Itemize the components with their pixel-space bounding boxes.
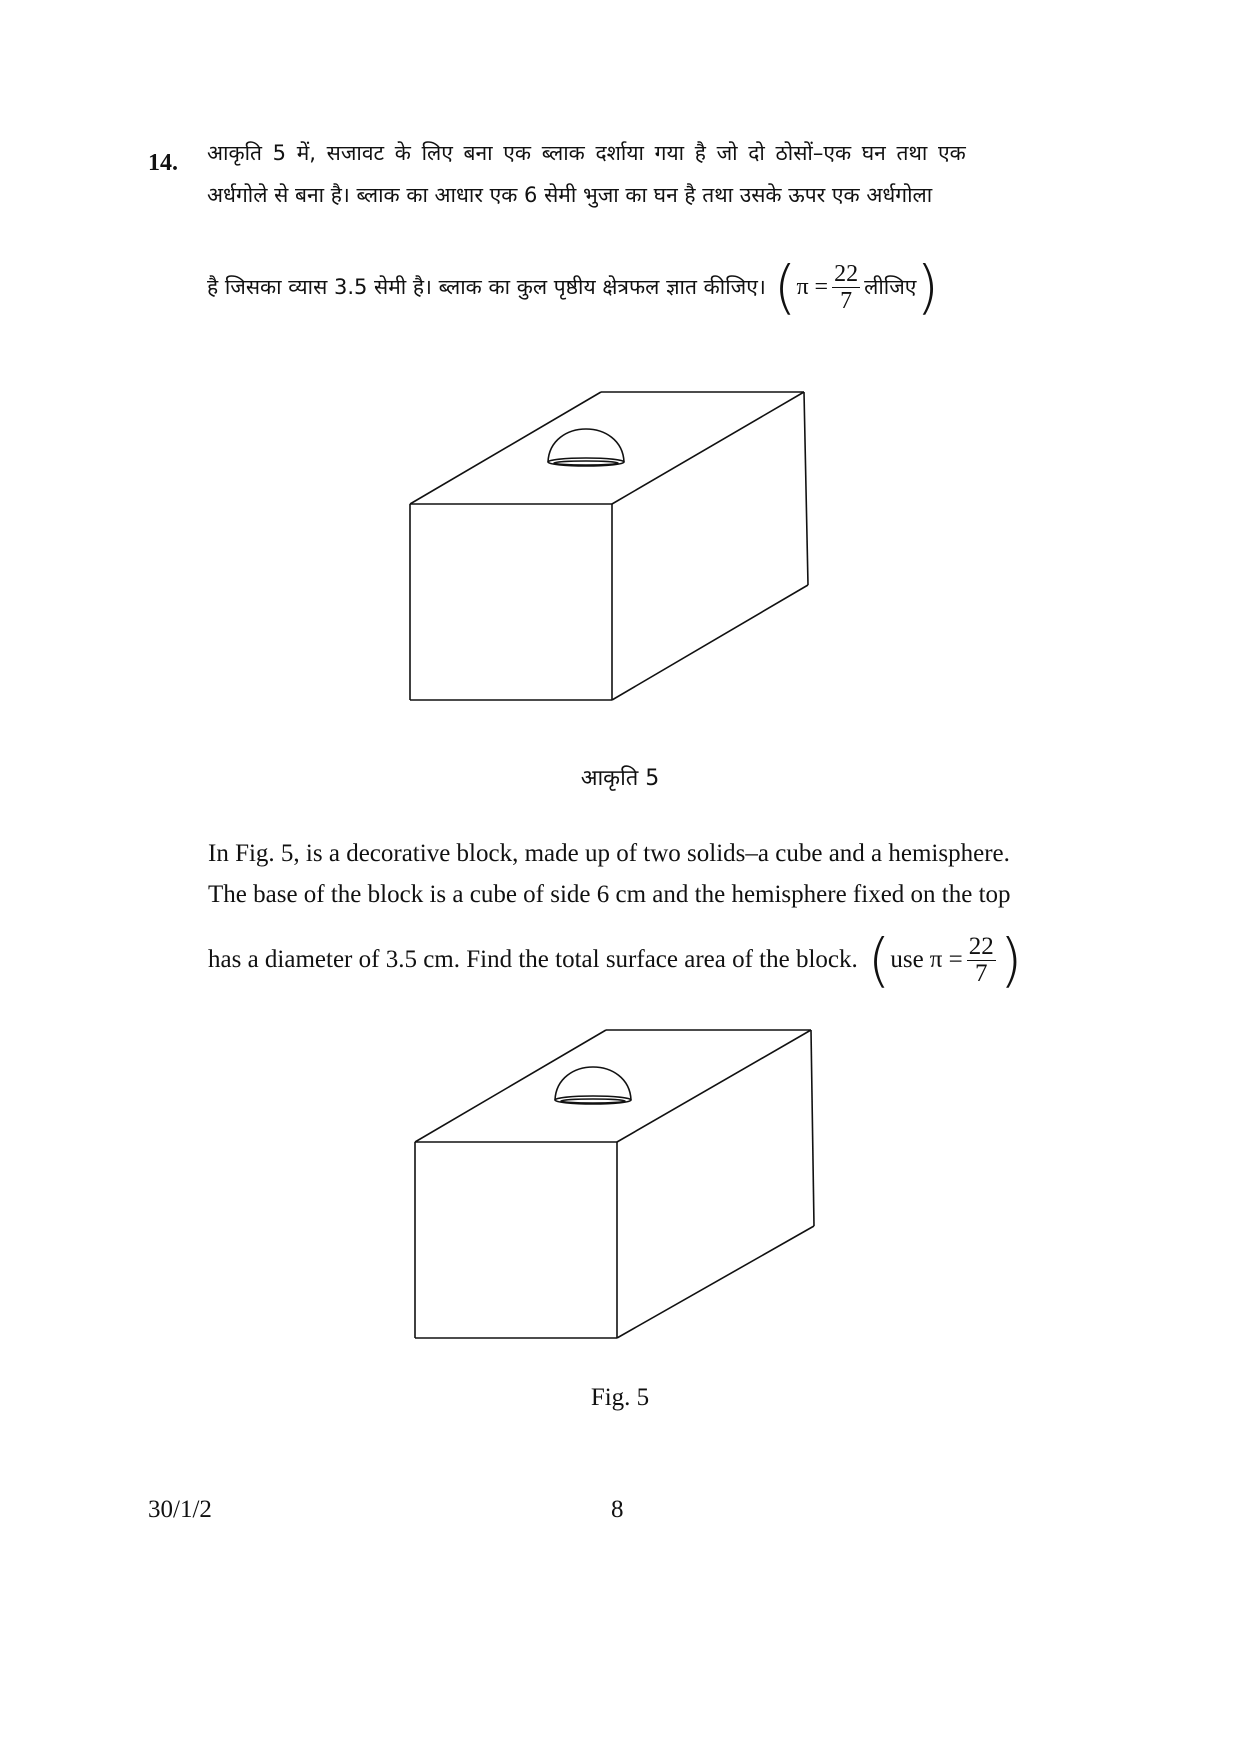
right-paren-en: ) (999, 926, 1023, 994)
hindi-line-1: आकृति 5 में, सजावट के लिए बना एक ब्लाक दर्शाया गया है जो दो ठोसों–एक घन तथा एक (207, 141, 966, 165)
hint-prefix: use (890, 946, 924, 973)
figure-caption-english: Fig. 5 (590, 1384, 650, 1411)
left-paren: ( (773, 253, 797, 321)
pi-equals: π = (796, 274, 829, 300)
page-number: 8 (611, 1496, 624, 1523)
fraction-denominator: 7 (840, 287, 853, 314)
english-line-3-text: has a diameter of 3.5 cm. Find the total surface area of the block. (208, 946, 858, 973)
english-line-2: The base of the block is a cube of side 6 cm and the hemisphere fixed on the top (208, 881, 1011, 908)
hint-suffix: लीजिए (864, 275, 917, 299)
fraction-denominator-en: 7 (974, 959, 988, 987)
english-line-1: In Fig. 5, is a decorative block, made up of two solids–a cube and a hemisphere. (208, 840, 1010, 867)
question-number: 14. (148, 150, 178, 176)
left-paren-en: ( (867, 926, 891, 994)
figure-caption-hindi: आकृति 5 (580, 766, 660, 791)
fraction-numerator-en: 22 (968, 932, 994, 960)
right-paren: ) (916, 253, 940, 321)
cube-hemisphere-diagram-bottom (415, 1030, 814, 1338)
hindi-line-2: अर्धगोले से बना है। ब्लाक का आधार एक 6 सेमी भुजा का घन है तथा उसके ऊपर एक अर्धगोला (207, 183, 933, 207)
pi-equals-en: π = (929, 946, 963, 973)
paper-code: 30/1/2 (148, 1496, 212, 1523)
fraction-numerator: 22 (834, 260, 859, 287)
hindi-line-3-text: है जिसका व्यास 3.5 सेमी है। ब्लाक का कुल पृष्ठीय क्षेत्रफल ज्ञात कीजिए। (207, 275, 766, 299)
